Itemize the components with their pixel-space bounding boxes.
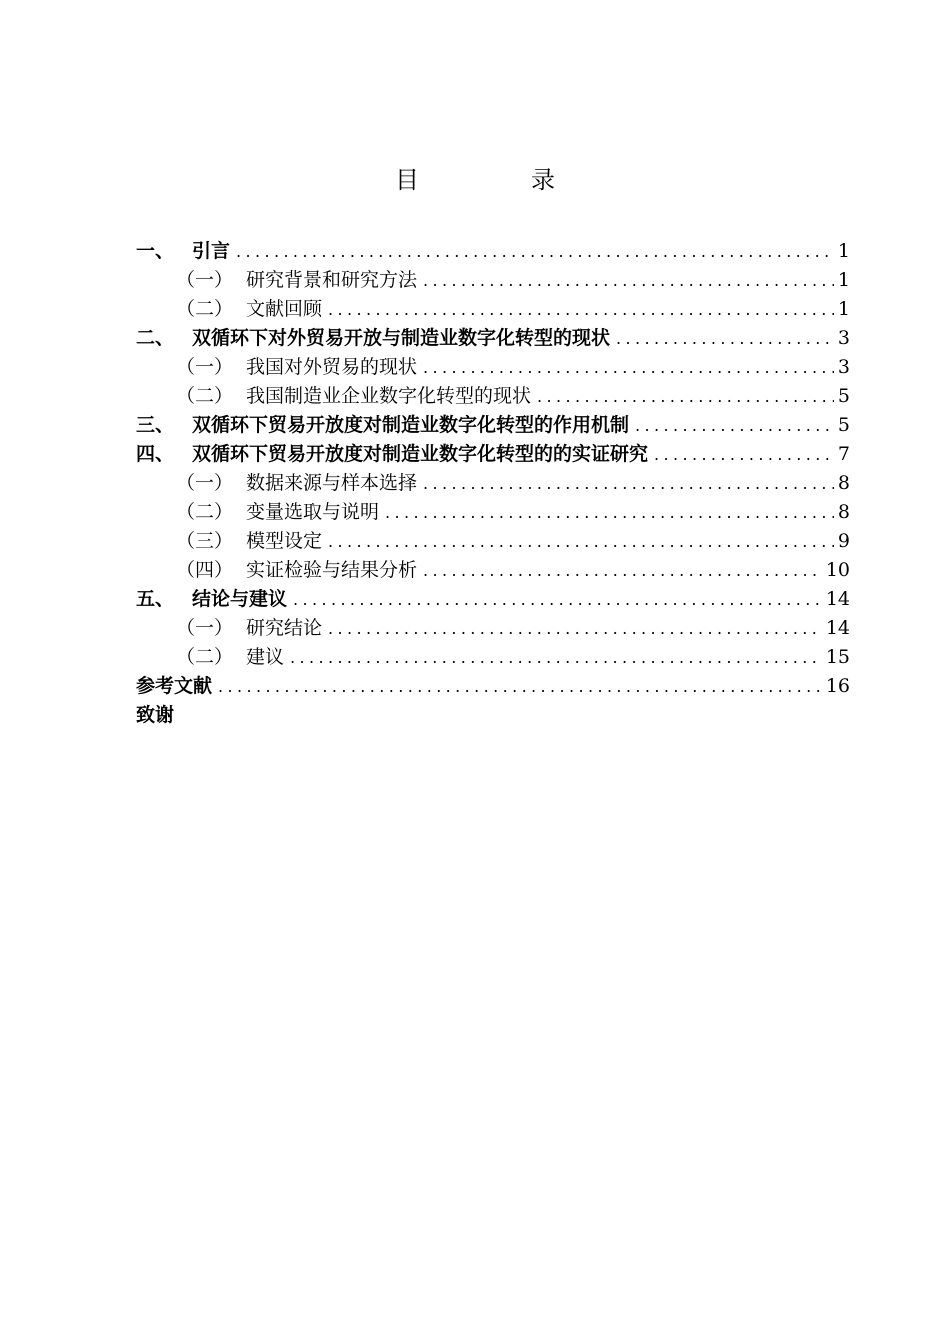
toc-chapter-entry[interactable] (136, 411, 850, 440)
toc-dot-leader (218, 672, 822, 701)
toc-entry-number: （一） (176, 472, 234, 494)
toc-page-number: 3 (837, 327, 850, 349)
toc-chapter-entry[interactable] (136, 237, 850, 266)
toc-entry-number: （一） (176, 269, 234, 291)
toc-section-entry[interactable] (136, 266, 850, 295)
toc-entry-label: 模型设定 (246, 530, 323, 552)
toc-title: 目 录 (395, 166, 599, 194)
toc-chapter-entry[interactable] (136, 672, 850, 701)
toc-dot-leader (537, 382, 834, 411)
toc-dot-leader (423, 353, 834, 382)
toc-entry-label: 双循环下贸易开放度对制造业数字化转型的的实证研究 (192, 443, 649, 465)
toc-dot-leader (385, 498, 834, 527)
toc-page-number: 15 (825, 646, 850, 668)
toc-entry-label: 我国对外贸易的现状 (246, 356, 418, 378)
toc-page-number: 16 (825, 675, 850, 697)
toc-entry-label: 双循环下贸易开放度对制造业数字化转型的作用机制 (192, 414, 630, 436)
toc-section-entry[interactable] (136, 382, 850, 411)
toc-entry-label: 引言 (192, 240, 231, 262)
toc-entry-number: （四） (176, 559, 234, 581)
toc-dot-leader (293, 585, 822, 614)
toc-dot-leader (654, 440, 834, 469)
toc-page-number: 5 (837, 385, 850, 407)
toc-page-number: 10 (825, 559, 850, 581)
toc-page-number: 8 (837, 501, 850, 523)
toc-entry-label: 双循环下对外贸易开放与制造业数字化转型的现状 (192, 327, 611, 349)
toc-entry-label: 结论与建议 (192, 588, 288, 610)
toc-entry-number: 五、 (136, 588, 175, 610)
toc-section-entry[interactable] (136, 353, 850, 382)
toc-entry-number: 四、 (136, 443, 175, 465)
toc-page-number: 1 (837, 298, 850, 320)
toc-dot-leader (616, 324, 834, 353)
toc-page-number: 9 (837, 530, 850, 552)
toc-section-entry[interactable] (136, 614, 850, 643)
toc-section-entry[interactable] (136, 643, 850, 672)
toc-section-entry[interactable] (136, 527, 850, 556)
toc-page-number: 14 (825, 617, 850, 639)
toc-entry-number: 二、 (136, 327, 175, 349)
toc-section-entry[interactable] (136, 295, 850, 324)
toc-page-number: 1 (837, 269, 850, 291)
toc-page-number: 1 (837, 240, 850, 262)
toc-entry-number: 一、 (136, 240, 175, 262)
toc-dot-leader (328, 614, 822, 643)
toc-dot-leader (328, 527, 834, 556)
toc-dot-leader (635, 411, 834, 440)
toc-section-entry[interactable] (136, 556, 850, 585)
toc-dot-leader (423, 556, 822, 585)
toc-chapter-entry[interactable] (136, 440, 850, 469)
toc-dot-leader (423, 469, 834, 498)
toc-dot-leader (290, 643, 822, 672)
toc-entry-number: （二） (176, 501, 234, 523)
toc-entry-label: 文献回顾 (246, 298, 323, 320)
toc-section-entry[interactable] (136, 498, 850, 527)
toc-entry-label: 致谢 (136, 704, 175, 726)
toc-chapter-entry[interactable] (136, 701, 850, 730)
toc-page-number: 5 (837, 414, 850, 436)
table-of-contents (136, 237, 850, 730)
toc-page-number: 3 (837, 356, 850, 378)
toc-entry-label: 参考文献 (136, 675, 213, 697)
toc-entry-label: 研究结论 (246, 617, 323, 639)
toc-entry-label: 变量选取与说明 (246, 501, 380, 523)
toc-entry-label: 数据来源与样本选择 (246, 472, 418, 494)
toc-page-number: 7 (837, 443, 850, 465)
toc-section-entry[interactable] (136, 469, 850, 498)
toc-dot-leader (423, 266, 834, 295)
toc-chapter-entry[interactable] (136, 324, 850, 353)
toc-entry-number: （一） (176, 356, 234, 378)
toc-entry-number: （三） (176, 530, 234, 552)
toc-entry-number: 三、 (136, 414, 175, 436)
toc-entry-label: 建议 (246, 646, 285, 668)
toc-entry-number: （二） (176, 646, 234, 668)
toc-page-number: 14 (825, 588, 850, 610)
toc-chapter-entry[interactable] (136, 585, 850, 614)
toc-entry-number: （一） (176, 617, 234, 639)
toc-entry-number: （二） (176, 298, 234, 320)
toc-page-number: 8 (837, 472, 850, 494)
toc-dot-leader (236, 237, 834, 266)
toc-dot-leader (328, 295, 834, 324)
toc-entry-label: 我国制造业企业数字化转型的现状 (246, 385, 532, 407)
toc-entry-number: （二） (176, 385, 234, 407)
toc-entry-label: 研究背景和研究方法 (246, 269, 418, 291)
toc-entry-label: 实证检验与结果分析 (246, 559, 418, 581)
